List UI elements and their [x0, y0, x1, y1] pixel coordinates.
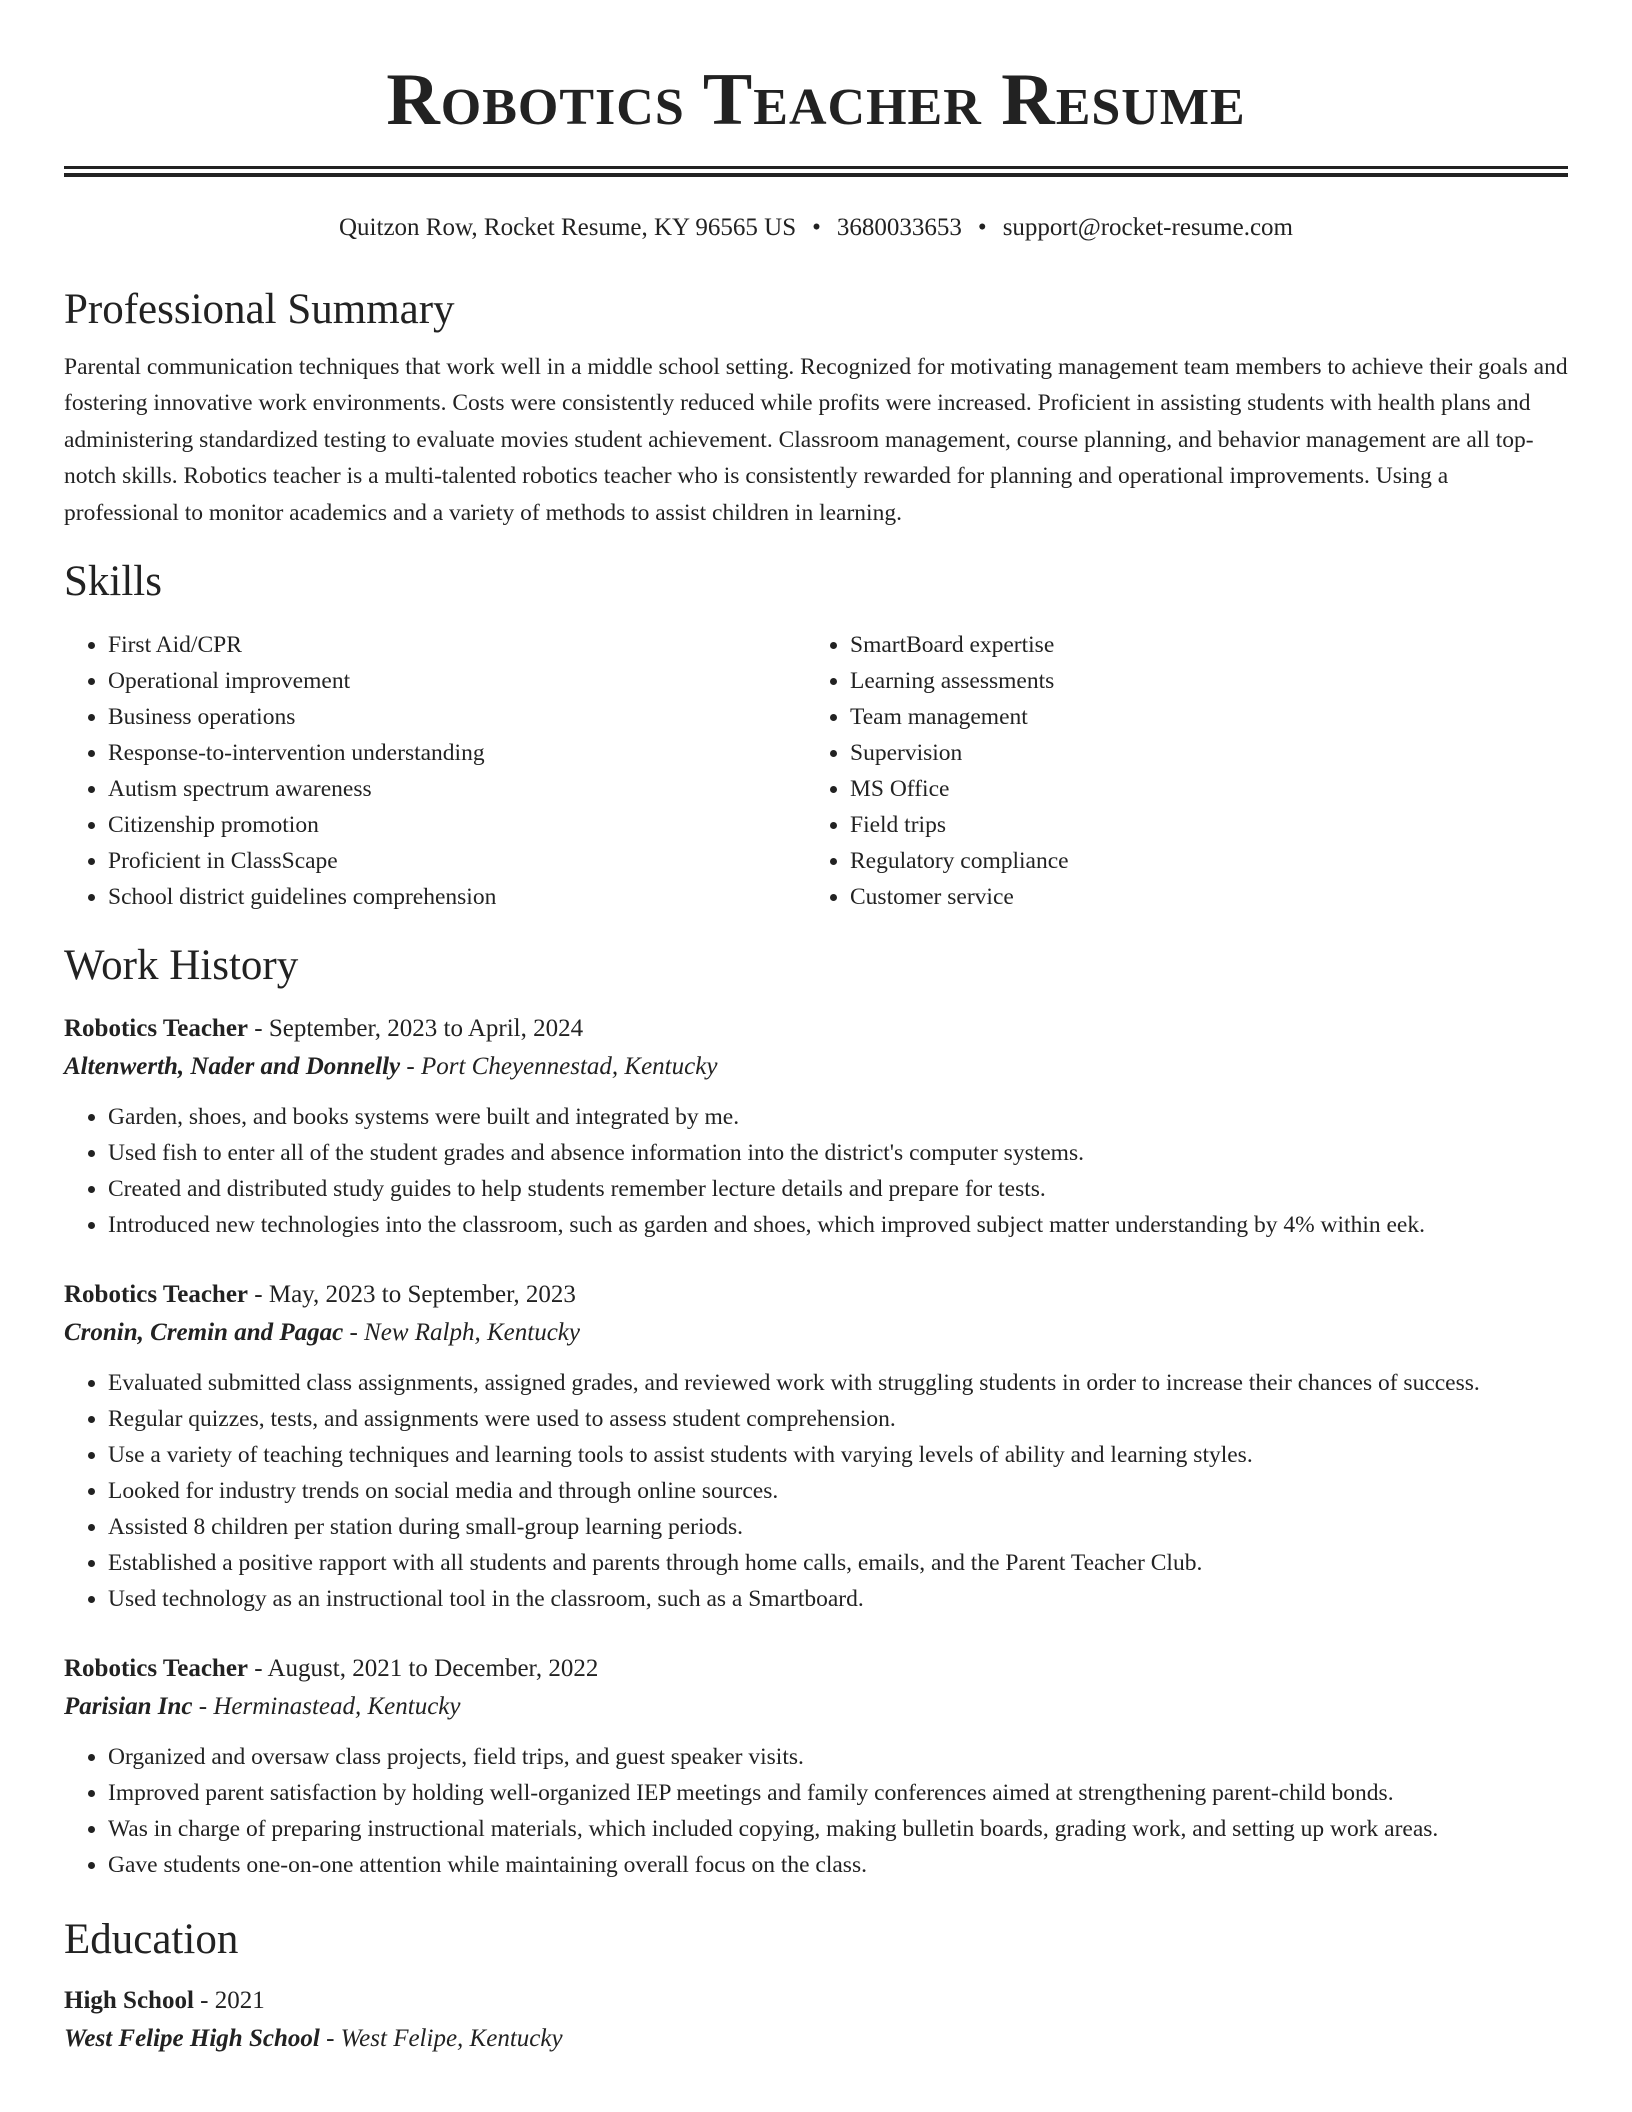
skill-item: • First Aid/CPR — [108, 627, 806, 663]
education-heading: Education — [64, 1916, 239, 1964]
job-header — [64, 1011, 1568, 1047]
contact-separator: • — [812, 214, 821, 241]
skill-item: • Team management — [850, 699, 1566, 735]
job-dates: - September, 2023 to April, 2024 — [254, 1015, 584, 1043]
job-bullet: • Improved parent satisfaction by holding well-organized IEP meetings and family conferences aimed at strengthening parent-child bonds. — [108, 1775, 1568, 1811]
job-entry — [64, 1011, 1568, 1243]
title-double-rule — [64, 166, 1568, 177]
job-bullet: • Looked for industry trends on social media and through online sources. — [108, 1473, 1568, 1509]
summary-heading: Professional Summary — [64, 286, 455, 333]
job-bullet: • Used fish to enter all of the student grades and absence information into the district's computer systems. — [108, 1135, 1568, 1171]
job-bullets — [64, 1099, 1568, 1243]
job-entry — [64, 1651, 1568, 1883]
skill-item: • Supervision — [850, 735, 1566, 771]
skills-heading: Skills — [64, 558, 162, 606]
contact-line — [64, 213, 1568, 243]
contact-phone[interactable]: 3680033653 — [836, 214, 962, 241]
job-location: - New Ralph, Kentucky — [349, 1319, 580, 1347]
job-dates: - August, 2021 to December, 2022 — [254, 1655, 599, 1683]
job-employer — [64, 1687, 1568, 1727]
job-bullet: • Regular quizzes, tests, and assignments were used to assess student comprehension. — [108, 1401, 1568, 1437]
job-bullet: • Organized and oversaw class projects, field trips, and guest speaker visits. — [108, 1739, 1568, 1775]
skill-item: • MS Office — [850, 771, 1566, 807]
job-company: Parisian Inc — [64, 1693, 193, 1721]
job-location: - Herminastead, Kentucky — [198, 1693, 461, 1721]
skill-item: • Customer service — [850, 879, 1566, 915]
job-header — [64, 1277, 1568, 1313]
skills-list — [64, 627, 1568, 915]
job-bullet: • Introduced new technologies into the classroom, such as garden and shoes, which improved subject matter understanding by 4% within eek. — [108, 1207, 1568, 1243]
skill-item: • Field trips — [850, 807, 1566, 843]
job-bullet: • Garden, shoes, and books systems were built and integrated by me. — [108, 1099, 1568, 1135]
resume-title: Robotics Teacher Resume — [386, 59, 1246, 141]
job-bullet: • Established a positive rapport with all students and parents through home calls, emails, and the Parent Teacher Club. — [108, 1545, 1568, 1581]
job-bullet: • Use a variety of teaching techniques and learning tools to assist students with varying levels of ability and learning styles. — [108, 1437, 1568, 1473]
job-role: Robotics Teacher — [64, 1281, 249, 1309]
skill-item: • Proficient in ClassScape — [108, 843, 806, 879]
job-company: Cronin, Cremin and Pagac — [64, 1319, 344, 1347]
skill-item: • School district guidelines comprehension — [108, 879, 806, 915]
skill-item: • Autism spectrum awareness — [108, 771, 806, 807]
summary-text: Parental communication techniques that work well in a middle school setting. Recognized for motivating management team members to achieve their goals and fostering innovative work environments. Costs were consistently reduced while profits were increased. Proficient in assisting students with health plans and administering standardized testing to evaluate movies student achievement. Classroom management, course planning, and behavior management are all top-notch skills. Robotics teacher is a multi-talented robotics teacher who is consistently rewarded for planning and operational improvements. Using a professional to monitor academics and a variety of methods to assist children in learning. — [64, 354, 1568, 526]
job-header — [64, 1651, 1568, 1687]
skill-item: • Operational improvement — [108, 663, 806, 699]
skills-column-right — [806, 627, 1566, 915]
education-degree: High School — [64, 1987, 194, 2015]
contact-address: Quitzon Row, Rocket Resume, KY 96565 US — [339, 214, 797, 241]
work-history-heading: Work History — [64, 942, 299, 990]
job-company: Altenwerth, Nader and Donnelly — [64, 1053, 401, 1081]
education-location: - West Felipe, Kentucky — [326, 2025, 563, 2053]
contact-separator: • — [977, 214, 987, 241]
job-entry — [64, 1277, 1568, 1617]
skill-item: • Business operations — [108, 699, 806, 735]
job-bullet: • Assisted 8 children per station during small-group learning periods. — [108, 1509, 1568, 1545]
job-bullet: • Gave students one-on-one attention while maintaining overall focus on the class. — [108, 1847, 1568, 1883]
education-header — [64, 1983, 1568, 2019]
job-bullet: • Used technology as an instructional tool in the classroom, such as a Smartboard. — [108, 1581, 1568, 1617]
skill-item: • SmartBoard expertise — [850, 627, 1566, 663]
contact-email[interactable]: support@rocket-resume.com — [1002, 214, 1293, 241]
skill-item: • Response-to-intervention understanding — [108, 735, 806, 771]
job-bullet: • Created and distributed study guides to help students remember lecture details and prepare for tests. — [108, 1171, 1568, 1207]
job-bullet: • Was in charge of preparing instructional materials, which included copying, making bulletin boards, grading work, and setting up work areas. — [108, 1811, 1568, 1847]
job-location: - Port Cheyennestad, Kentucky — [406, 1053, 718, 1081]
job-bullets — [64, 1739, 1568, 1883]
job-employer — [64, 1047, 1568, 1087]
skill-item: • Citizenship promotion — [108, 807, 806, 843]
skills-column-left — [64, 627, 806, 915]
job-role: Robotics Teacher — [64, 1655, 249, 1683]
job-bullet: • Evaluated submitted class assignments, assigned grades, and reviewed work with struggling students in order to increase their chances of success. — [108, 1365, 1568, 1401]
education-school: West Felipe High School — [64, 2025, 320, 2053]
skill-item: • Learning assessments — [850, 663, 1566, 699]
job-bullets — [64, 1365, 1568, 1617]
education-entry — [64, 1983, 1568, 2059]
job-dates: - May, 2023 to September, 2023 — [254, 1281, 576, 1309]
skill-item: • Regulatory compliance — [850, 843, 1566, 879]
job-role: Robotics Teacher — [64, 1015, 249, 1043]
education-year: - 2021 — [200, 1987, 265, 2015]
education-institution — [64, 2019, 1568, 2059]
job-employer — [64, 1313, 1568, 1353]
